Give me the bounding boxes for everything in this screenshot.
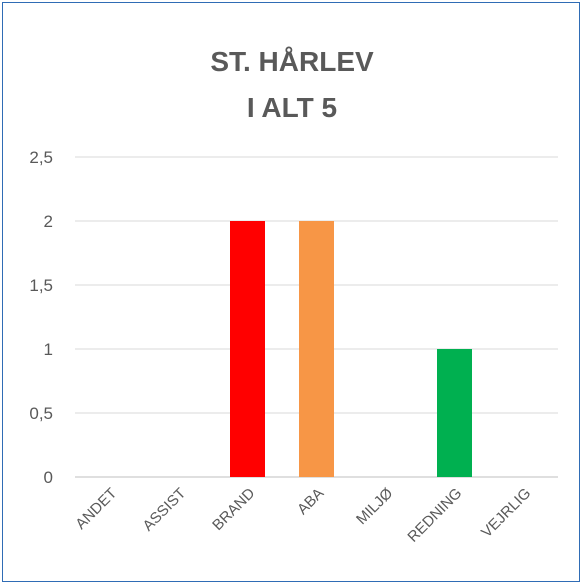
bar-aba — [299, 221, 334, 477]
y-tick-label: 0,5 — [29, 404, 53, 423]
x-tick-label: ABA — [294, 484, 328, 519]
y-tick-label: 2 — [43, 212, 53, 231]
x-tick-label: VEJRLIG — [478, 484, 535, 542]
chart-title-line-2: I ALT 5 — [246, 92, 338, 123]
chart-title-line-1: ST. HÅRLEV — [210, 46, 374, 77]
x-tick-label: MILJØ — [353, 484, 397, 529]
bar-redning — [437, 349, 472, 477]
y-tick-label: 2,5 — [29, 148, 53, 167]
x-tick-label: REDNING — [404, 484, 466, 546]
bar-brand — [230, 221, 265, 477]
y-tick-label: 1 — [43, 340, 53, 359]
y-tick-label: 1,5 — [29, 276, 53, 295]
x-tick-label: BRAND — [209, 484, 259, 534]
x-tick-label: ANDET — [72, 484, 121, 533]
y-tick-label: 0 — [43, 468, 53, 487]
x-tick-label: ASSIST — [139, 484, 190, 535]
